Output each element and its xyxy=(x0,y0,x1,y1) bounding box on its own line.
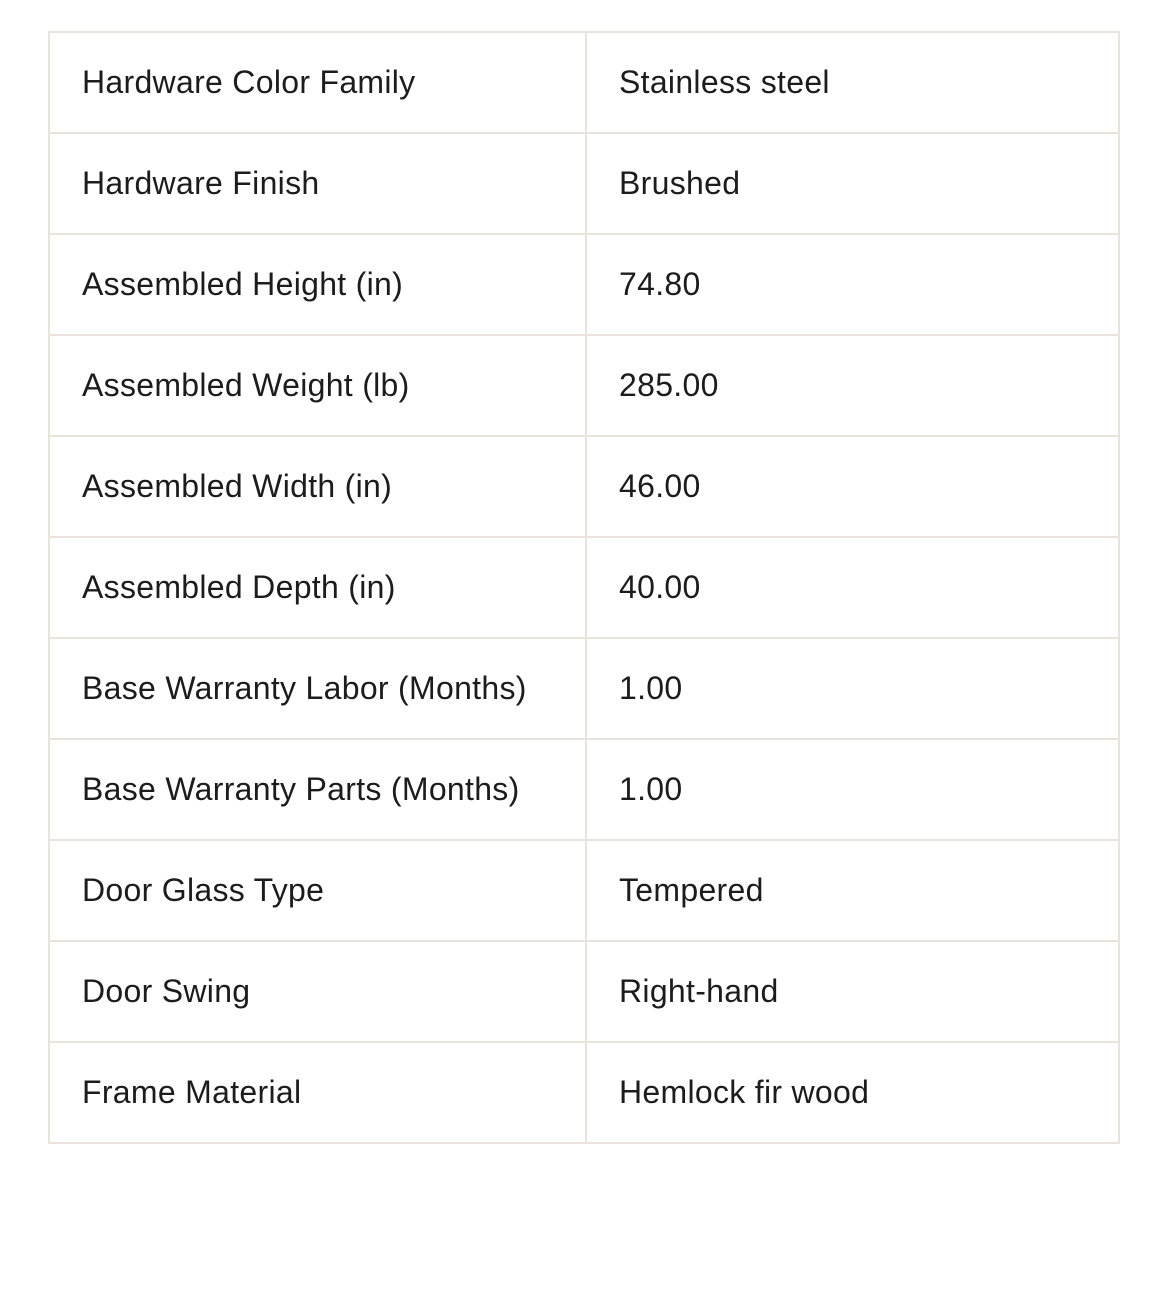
spec-value: 1.00 xyxy=(586,739,1119,840)
table-row xyxy=(49,638,1119,739)
spec-value: Brushed xyxy=(586,133,1119,234)
spec-label: Frame Material xyxy=(49,1042,586,1143)
table-row xyxy=(49,739,1119,840)
spec-value: 46.00 xyxy=(586,436,1119,537)
spec-value: 40.00 xyxy=(586,537,1119,638)
table-row xyxy=(49,133,1119,234)
table-row xyxy=(49,1042,1119,1143)
table-row xyxy=(49,941,1119,1042)
table-row xyxy=(49,436,1119,537)
spec-label: Assembled Depth (in) xyxy=(49,537,586,638)
spec-label: Base Warranty Labor (Months) xyxy=(49,638,586,739)
spec-label: Assembled Weight (lb) xyxy=(49,335,586,436)
table-row xyxy=(49,537,1119,638)
table-row xyxy=(49,32,1119,133)
spec-value: Right-hand xyxy=(586,941,1119,1042)
spec-value: Stainless steel xyxy=(586,32,1119,133)
spec-label: Door Glass Type xyxy=(49,840,586,941)
spec-label: Assembled Height (in) xyxy=(49,234,586,335)
table-row xyxy=(49,335,1119,436)
spec-value: 1.00 xyxy=(586,638,1119,739)
spec-value: 285.00 xyxy=(586,335,1119,436)
spec-label: Assembled Width (in) xyxy=(49,436,586,537)
spec-label: Base Warranty Parts (Months) xyxy=(49,739,586,840)
spec-value: 74.80 xyxy=(586,234,1119,335)
spec-label: Hardware Color Family xyxy=(49,32,586,133)
spec-label: Hardware Finish xyxy=(49,133,586,234)
spec-label: Door Swing xyxy=(49,941,586,1042)
spec-value: Hemlock fir wood xyxy=(586,1042,1119,1143)
spec-value: Tempered xyxy=(586,840,1119,941)
product-specifications-table xyxy=(48,31,1120,1144)
table-row xyxy=(49,234,1119,335)
table-row xyxy=(49,840,1119,941)
